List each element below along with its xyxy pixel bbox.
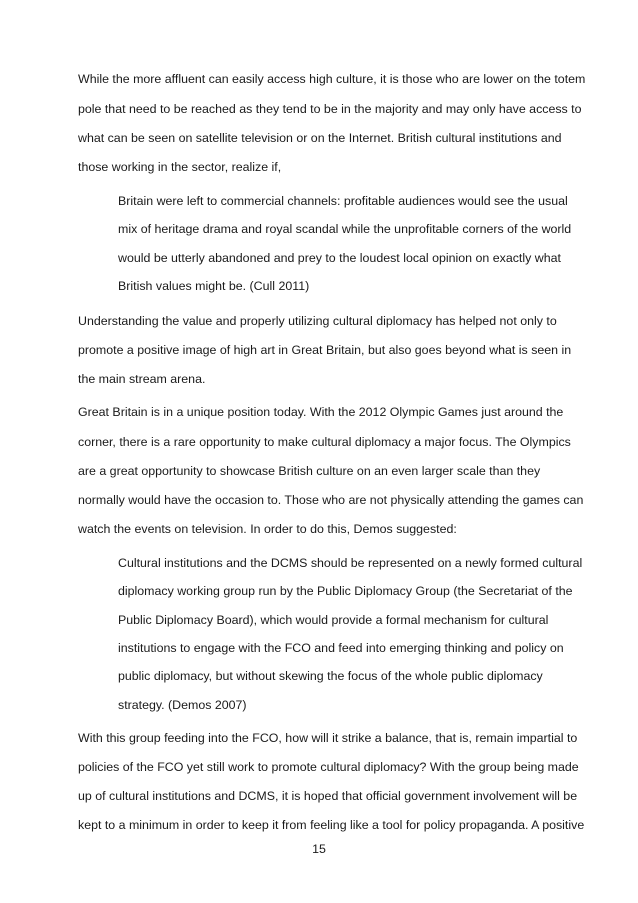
quote-2-line-6: strategy. (Demos 2007)	[118, 698, 247, 712]
paragraph-1-line-1: While the more affluent can easily access high culture, it is those who are lower on the totem	[78, 72, 586, 86]
paragraph-4-line-4: kept to a minimum in order to keep it from feeling like a tool for policy propaganda. A positive	[78, 818, 585, 832]
paragraph-2-line-2: promote a positive image of high art in Great Britain, but also goes beyond what is seen in	[78, 343, 572, 357]
paragraph-3-line-5: watch the events on television. In order to do this, Demos suggested:	[78, 522, 457, 536]
quote-2-line-3: Public Diplomacy Board), which would provide a formal mechanism for cultural	[118, 613, 549, 627]
paragraph-4-line-2: policies of the FCO yet still work to promote cultural diplomacy? With the group being made	[78, 760, 579, 774]
quote-1-line-1: Britain were left to commercial channels: profitable audiences would see the usual	[118, 194, 568, 208]
quote-1-line-2: mix of heritage drama and royal scandal while the unprofitable corners of the world	[118, 222, 572, 236]
paragraph-3-line-3: are a great opportunity to showcase British culture on an even larger scale than they	[78, 464, 541, 478]
paragraph-1-line-3: what can be seen on satellite television or on the Internet. British cultural institutions and	[78, 131, 562, 145]
paragraph-1-line-2: pole that need to be reached as they tend to be in the majority and may only have access to	[78, 102, 582, 116]
paragraph-2-line-1: Understanding the value and properly utilizing cultural diplomacy has helped not only to	[78, 314, 557, 328]
quote-2-line-2: diplomacy working group run by the Public Diplomacy Group (the Secretariat of the	[118, 584, 573, 598]
page-number: 15	[312, 842, 326, 856]
paragraph-3-line-1: Great Britain is in a unique position today. With the 2012 Olympic Games just around the	[78, 405, 564, 419]
paragraph-4-line-3: up of cultural institutions and DCMS, it is hoped that official government involvement will be	[78, 789, 578, 803]
quote-1-line-3: would be utterly abandoned and prey to the loudest local opinion on exactly what	[118, 251, 561, 265]
paragraph-4-line-1: With this group feeding into the FCO, how will it strike a balance, that is, remain impartial to	[78, 731, 578, 745]
quote-1-line-4: British values might be. (Cull 2011)	[118, 279, 310, 293]
quote-2-line-4: institutions to engage with the FCO and feed into emerging thinking and policy on	[118, 641, 564, 655]
paragraph-1-line-4: those working in the sector, realize if,	[78, 160, 282, 174]
paragraph-3-line-2: corner, there is a rare opportunity to make cultural diplomacy a major focus. The Olympics	[78, 435, 571, 449]
quote-2-line-5: public diplomacy, but without skewing the focus of the whole public diplomacy	[118, 669, 543, 683]
paragraph-3-line-4: normally would have the occasion to. Those who are not physically attending the games can	[78, 493, 584, 507]
paragraph-2-line-3: the main stream arena.	[78, 372, 206, 386]
quote-2-line-1: Cultural institutions and the DCMS should be represented on a newly formed cultural	[118, 556, 583, 570]
